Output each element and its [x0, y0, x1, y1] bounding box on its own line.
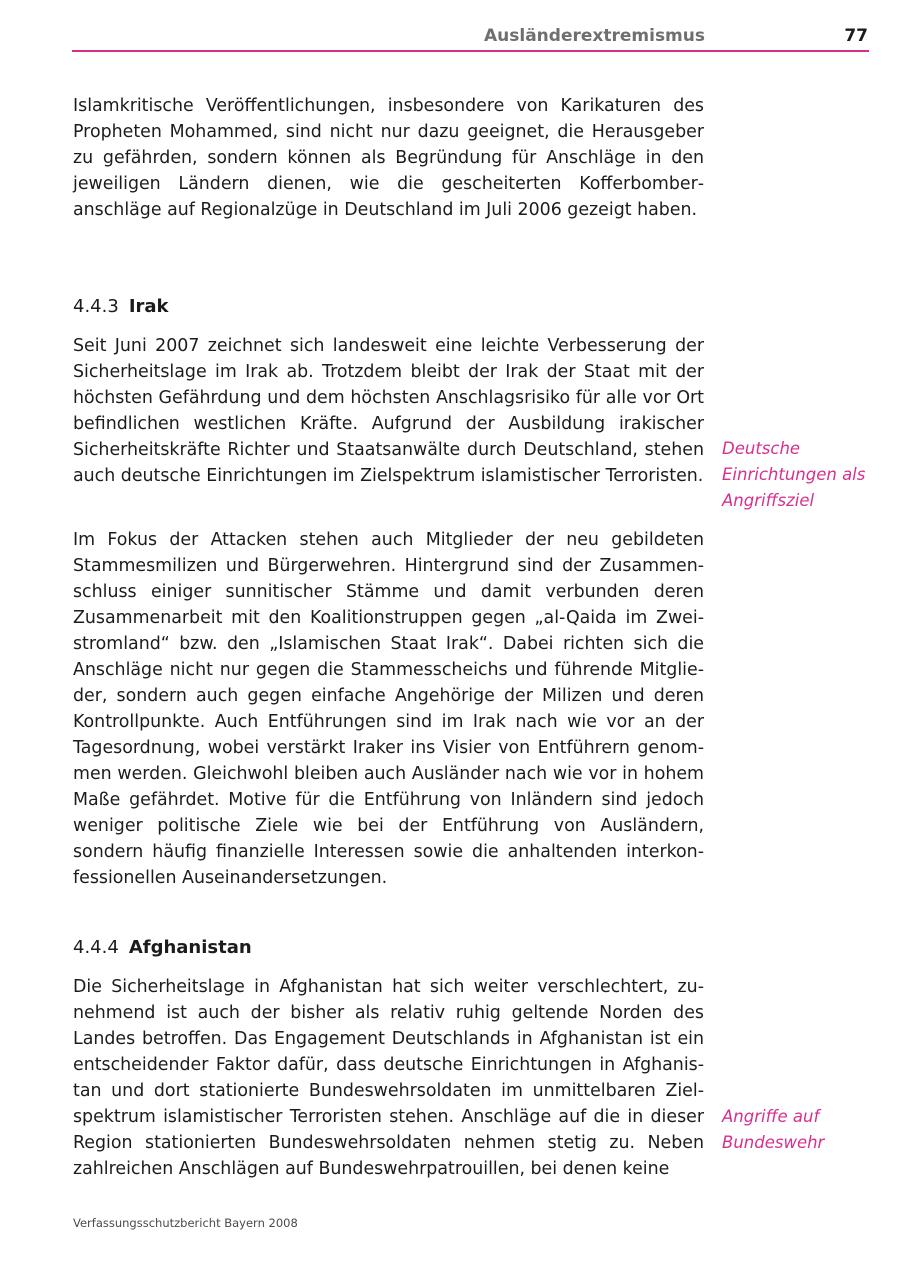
irak-paragraph-2: Im Fokus der Attacken stehen auch Mitglieder der neu gebildeten Stammesmilizen und Bürgerwehren. Hintergrund sind der Zusammenschluss einiger sunnitischer Stämme und damit verbunden deren Zusammenarbeit mit den Koalitionstruppen gegen „al-Qaida im Zweistromland“ bzw. den „Islamischen Staat Irak“. Dabei richten sich die Anschläge nicht nur gegen die Stammesscheichs und führende Mitglieder, sondern auch gegen einfache Angehörige der Milizen und deren Kontrollpunkte. Auch Entführungen sind im Irak nach wie vor an der Tagesordnung, wobei verstärkt Iraker ins Visier von Entführern genommen werden. Gleichwohl bleiben auch Ausländer nach wie vor in hohem Maße gefährdet. Motive für die Entführung von Inländern sind jedoch weniger politische Ziele wie bei der Entführung von Ausländern, sondern häufig finanzielle Interessen sowie die anhaltenden interkonfessionellen Auseinandersetzungen. — [73, 530, 704, 888]
section-title: Irak — [128, 296, 169, 317]
section-number: 4.4.4 — [73, 937, 119, 958]
page-number: 77 — [844, 26, 868, 46]
intro-paragraph: Islamkritische Veröffentlichungen, insbesondere von Karikaturen des Propheten Mohammed, sind nicht nur dazu geeignet, die Herausgeber zu gefährden, sondern können als Begründung für Anschläge in den jeweiligen Ländern dienen, wie die gescheiterten Kofferbomberanschläge auf Regionalzüge in Deutschland im Juli 2006 gezeigt haben. — [73, 96, 704, 220]
margin-note-irak: Deutsche Einrichtungen als Angriffsziel — [722, 439, 866, 510]
header-rule — [72, 50, 869, 52]
margin-note-afghanistan: Angriffe auf Bundeswehr — [722, 1107, 825, 1152]
section-heading-afghanistan — [73, 935, 704, 961]
section-number: 4.4.3 — [73, 296, 119, 317]
afghanistan-paragraph-1: Die Sicherheitslage in Afghanistan hat sich weiter verschlechtert, zunehmend ist auch der bisher als relativ ruhig geltende Norden des Landes betroffen. Das Engagement Deutschlands in Afghanistan ist ein entscheidender Faktor dafür, dass deutsche Einrichtungen in Afghanistan und dort stationierte Bundeswehrsoldaten im unmittelbaren Zielspektrum islamistischer Terroristen stehen. Anschläge auf die in dieser Region stationierten Bundeswehrsoldaten nehmen stetig zu. Neben zahlreichen Anschlägen auf Bundeswehrpatrouillen, bei denen keine — [73, 977, 704, 1179]
irak-paragraph-1: Seit Juni 2007 zeichnet sich landesweit eine leichte Verbesserung der Sicherheitslage im Irak ab. Trotzdem bleibt der Irak der Staat mit der höchsten Gefährdung und dem höchsten Anschlagsrisiko für alle vor Ort befindlichen westlichen Kräfte. Aufgrund der Ausbildung irakischer Sicherheitskräfte Richter und Staatsanwälte durch Deutschland, stehen auch deutsche Einrichtungen im Zielspektrum islamistischer Terroristen. — [73, 336, 704, 486]
running-header-title: Ausländerextremismus — [484, 26, 705, 46]
page-footer: Verfassungsschutzbericht Bayern 2008 — [73, 1216, 298, 1230]
section-title: Afghanistan — [128, 937, 252, 958]
section-heading-irak — [73, 294, 704, 320]
